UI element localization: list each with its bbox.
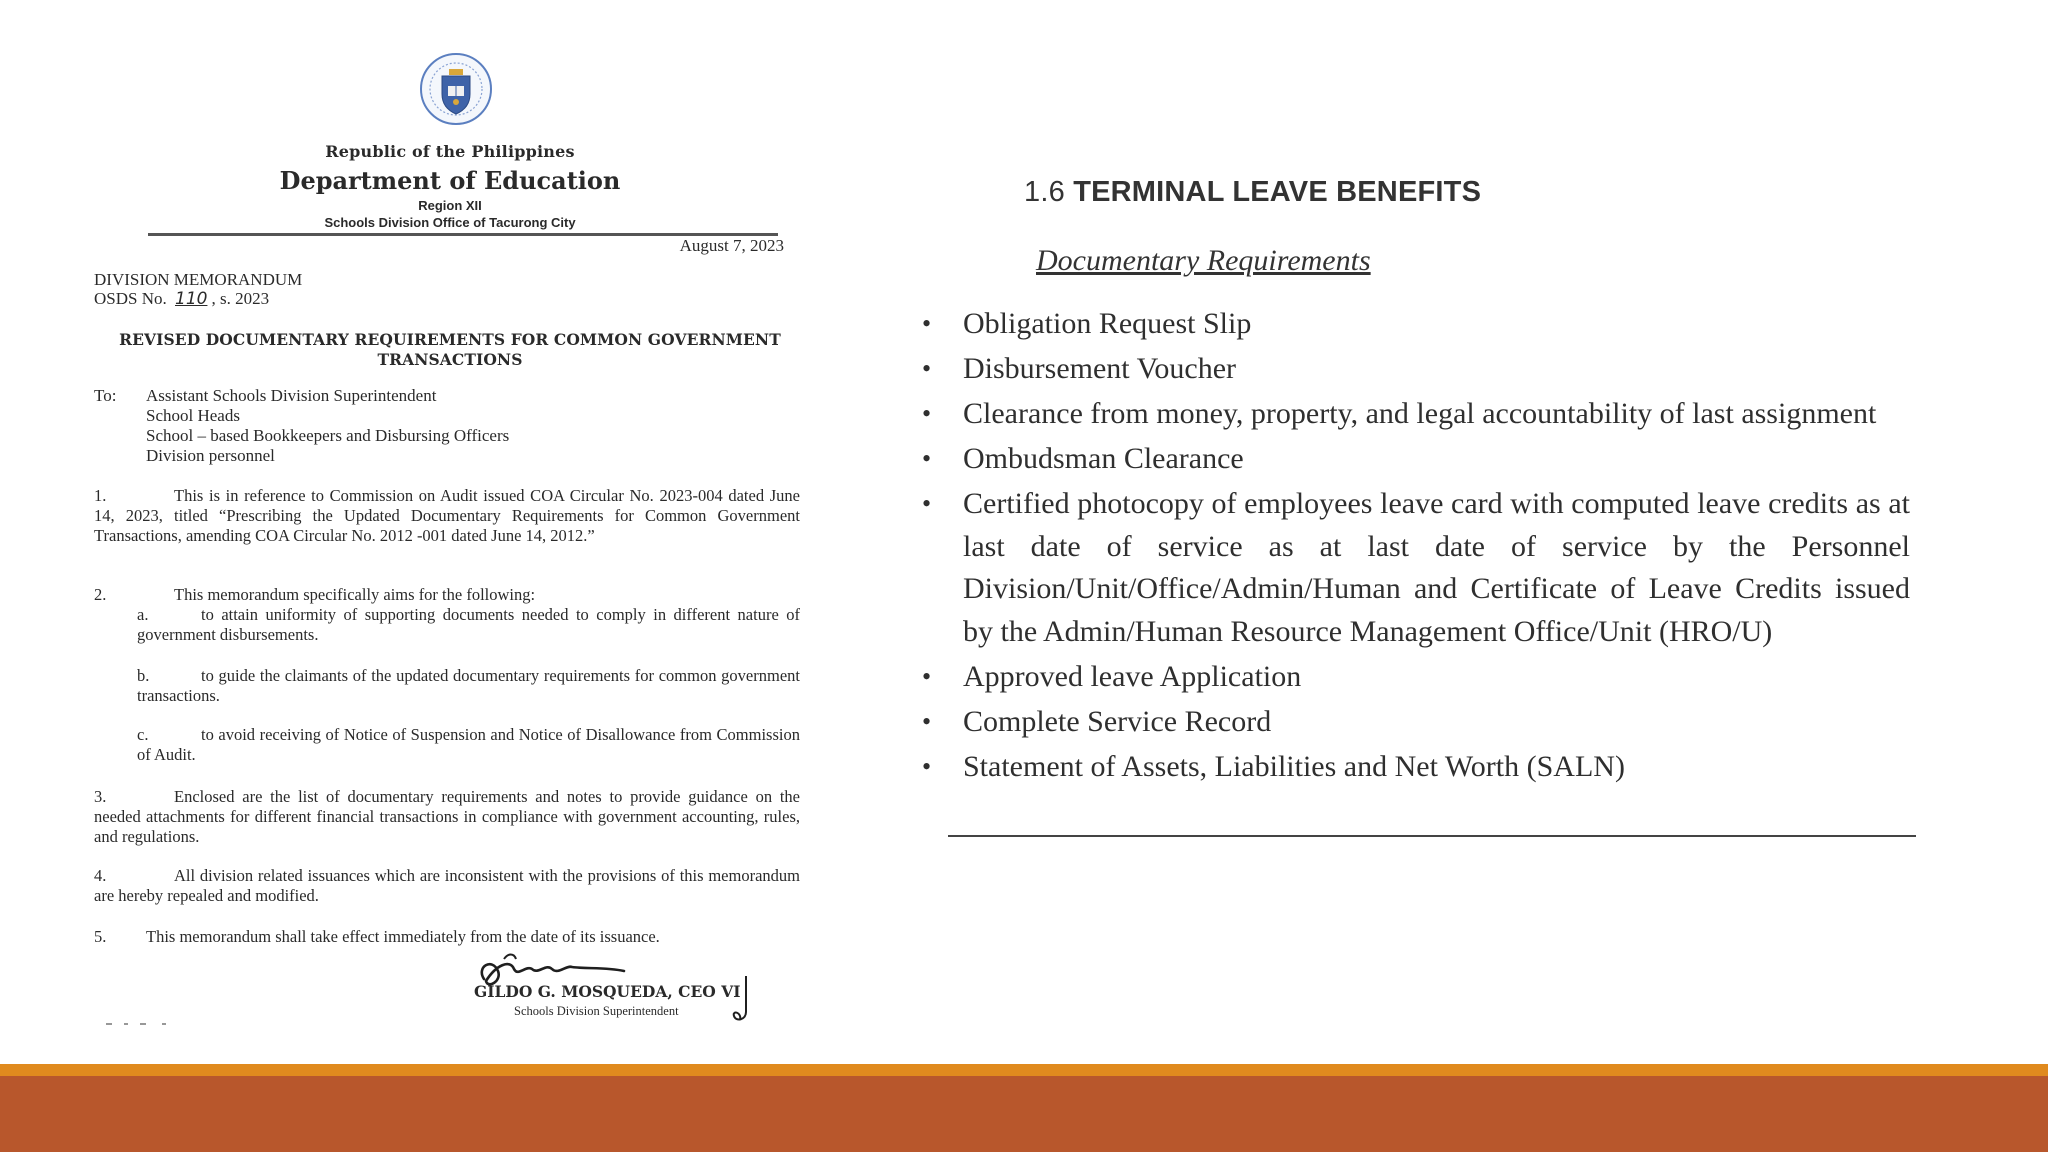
- requirement-text: Complete Service Record: [963, 704, 1272, 738]
- footer-bar: [0, 1076, 2048, 1152]
- list-item: [918, 393, 1910, 436]
- list-item: [918, 701, 1910, 744]
- item-text: to attain uniformity of supporting documents needed to comply in different nature of government disbursements.: [137, 605, 800, 644]
- recipient: School – based Bookkeepers and Disbursing Officers: [146, 426, 510, 445]
- footer-accent-bar: [0, 1064, 2048, 1076]
- paragraph-text: This memorandum shall take effect immediately from the date of its issuance.: [146, 927, 660, 946]
- letterhead-office: Schools Division Office of Tacurong City: [324, 215, 576, 230]
- paragraph-number: 4.: [94, 866, 107, 885]
- memo-number: [94, 289, 269, 309]
- bullet-icon: •: [922, 309, 932, 338]
- memo-subject: REVISED DOCUMENTARY REQUIREMENTS FOR COMMON GOVERNMENT TRANSACTIONS: [119, 330, 781, 369]
- list-item: [918, 348, 1910, 391]
- list-item: [918, 483, 1910, 653]
- item-letter: c.: [137, 725, 149, 744]
- recipient: Assistant Schools Division Superintendent: [146, 386, 437, 405]
- memorandum-scan: [94, 50, 806, 1025]
- item-letter: a.: [137, 605, 149, 624]
- bullet-icon: •: [922, 399, 932, 428]
- memo-item-a: [137, 605, 800, 645]
- signatory-name: GILDO G. MOSQUEDA, CEO VI: [474, 982, 741, 1001]
- memo-to-label: To:: [94, 386, 117, 405]
- bullet-icon: •: [922, 751, 932, 781]
- list-item: [918, 438, 1910, 481]
- paragraph-text: Enclosed are the list of documentary requirements and notes to provide guidance on the needed attachments for different financial transactions in compliance with government accounting, rules, and regulations.: [94, 787, 800, 846]
- section-heading: [1024, 176, 1481, 209]
- paragraph-number: 1.: [94, 486, 107, 505]
- memo-item-c: [137, 725, 800, 765]
- paragraph-text: This is in reference to Commission on Audit issued COA Circular No. 2023-004 dated June 14, 2023, titled “Prescribing the Updated Documentary Requirements for Common Government Transactions, amending COA Circular No. 2012 -001 dated June 14, 2012.”: [94, 486, 800, 545]
- bullet-icon: •: [922, 444, 932, 473]
- list-item: [918, 656, 1910, 699]
- paragraph-text: All division related issuances which are inconsistent with the provisions of this memorandum are hereby repealed and modified.: [94, 866, 800, 905]
- item-letter: b.: [137, 666, 150, 685]
- list-item: [918, 303, 1910, 346]
- bullet-icon: •: [922, 354, 932, 383]
- requirement-text: Obligation Request Slip: [963, 307, 1252, 340]
- memo-item-b: [137, 666, 800, 706]
- memo-paragraph-2: [94, 585, 800, 605]
- memo-number-prefix: OSDS No.: [94, 289, 167, 308]
- memo-number-suffix: , s. 2023: [211, 289, 270, 308]
- requirement-text: Ombudsman Clearance: [963, 442, 1244, 475]
- memo-number-handwritten: 110: [175, 289, 208, 309]
- letterhead-region: Region XII: [418, 198, 482, 213]
- item-text: to guide the claimants of the updated documentary requirements for common government transactions.: [137, 666, 800, 705]
- section-subheading: Documentary Requirements: [1036, 244, 1371, 277]
- memo-date: August 7, 2023: [679, 236, 784, 255]
- recipient: Division personnel: [146, 446, 275, 465]
- requirement-text: Clearance from money, property, and legal accountability of last assignment: [963, 397, 1877, 430]
- paragraph-number: 2.: [94, 585, 107, 604]
- requirement-text: Approved leave Application: [963, 659, 1302, 693]
- memo-paragraph-5: [94, 927, 800, 947]
- recipient: School Heads: [146, 406, 240, 425]
- bullet-icon: •: [922, 706, 932, 736]
- requirement-text: Certified photocopy of employees leave card with computed leave credits as at last date of service as at last date of service by the Personnel Division/Unit/Office/Admin/Human and Certificate of Leave Credits issued by the Admin/Human Resource Management Office/Unit (HRO/U): [963, 487, 1910, 648]
- memo-kind: DIVISION MEMORANDUM: [94, 270, 303, 289]
- requirements-list: [918, 303, 1910, 791]
- letterhead-department: Department of Education: [279, 166, 621, 195]
- memo-paragraph-4: [94, 866, 800, 906]
- signatory-title: Schools Division Superintendent: [514, 1004, 679, 1018]
- requirement-text: Disbursement Voucher: [963, 352, 1237, 385]
- paragraph-number: 3.: [94, 787, 107, 806]
- memo-recipients: [146, 386, 509, 466]
- bullet-icon: •: [922, 661, 932, 691]
- memo-paragraph-3: [94, 787, 800, 847]
- initial-mark-icon: [726, 974, 752, 1026]
- scan-artifact: [106, 1022, 206, 1025]
- excerpt-bottom-rule: [948, 835, 1916, 837]
- item-text: to avoid receiving of Notice of Suspension and Notice of Disallowance from Commission of Audit.: [137, 725, 800, 764]
- paragraph-text: This memorandum specifically aims for the following:: [174, 585, 536, 604]
- section-number: 1.6: [1024, 176, 1065, 208]
- memo-paragraph-1: [94, 486, 800, 546]
- section-title: TERMINAL LEAVE BENEFITS: [1073, 176, 1482, 208]
- deped-seal-icon: [419, 52, 493, 126]
- requirement-text: Statement of Assets, Liabilities and Net Worth (SALN): [963, 749, 1625, 783]
- paragraph-number: 5.: [94, 927, 107, 946]
- list-item: [918, 746, 1910, 789]
- bullet-icon: •: [922, 489, 932, 518]
- letterhead-republic: Republic of the Philippines: [325, 142, 575, 161]
